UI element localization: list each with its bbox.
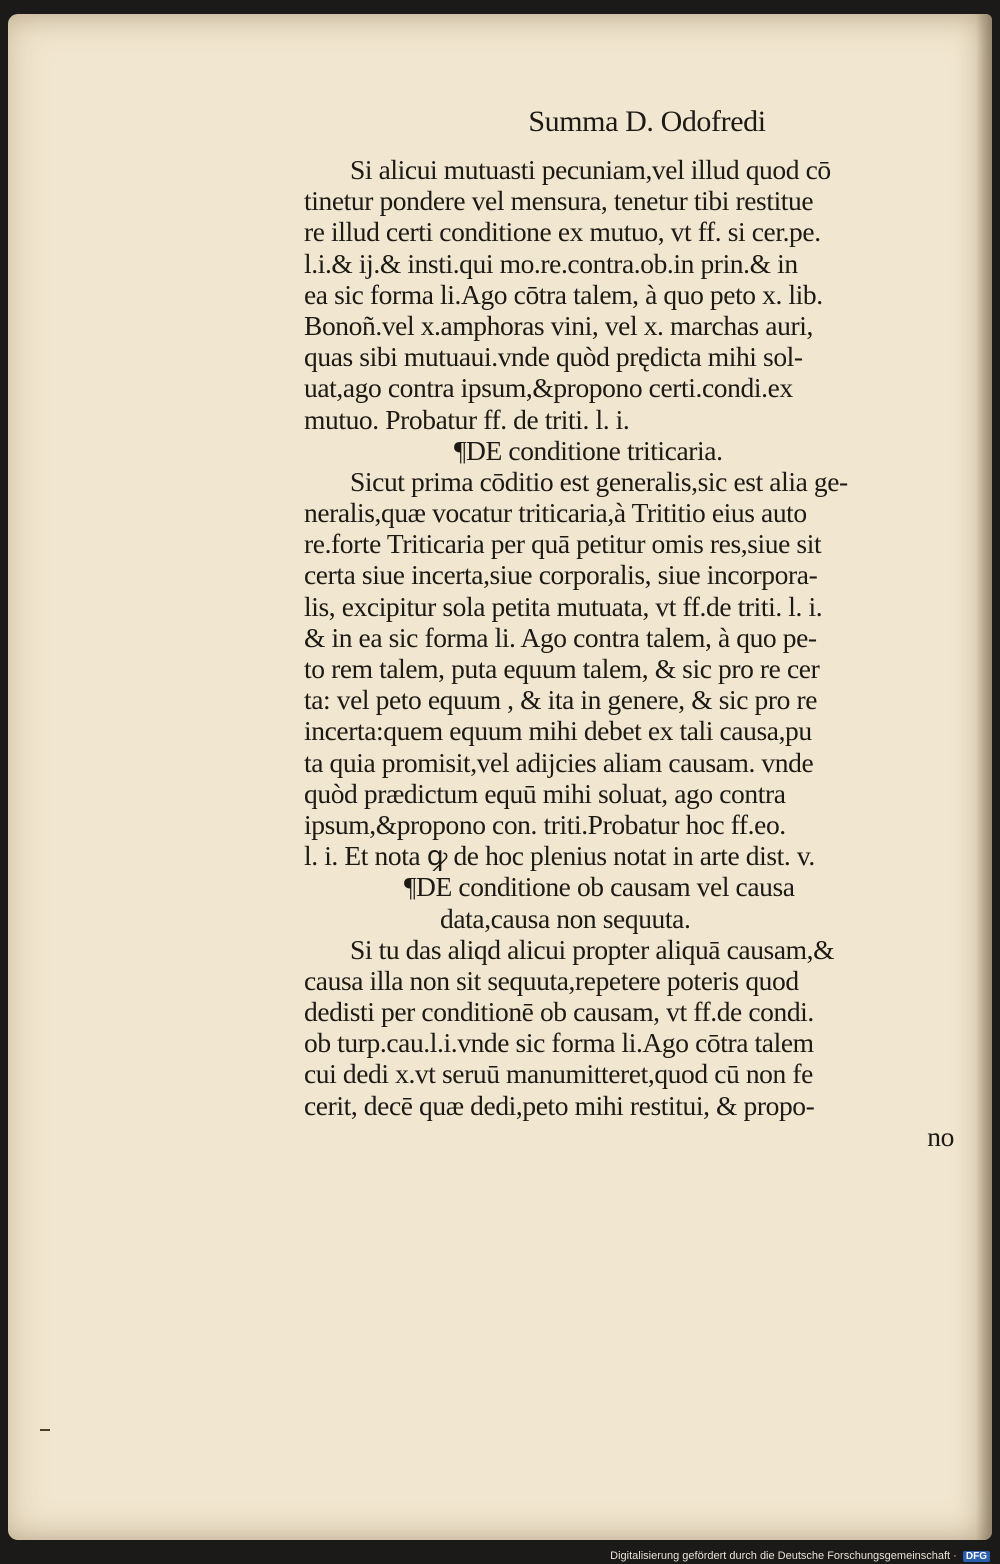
text-line: Si tu das aliqd alicui propter aliquā causam,& bbox=[350, 933, 835, 965]
running-head: Summa D. Odofredi bbox=[528, 105, 766, 138]
text-line: & in ea sic forma li. Ago contra talem, à quo pe- bbox=[304, 621, 817, 653]
catchword: no bbox=[927, 1120, 954, 1152]
text-block bbox=[304, 102, 960, 1152]
text-line: incerta:quem equum mihi debet ex tali causa,pu bbox=[304, 715, 812, 747]
text-line: cerit, decē quæ dedi,peto mihi restitui, & propo- bbox=[304, 1089, 815, 1121]
text-line: quòd prædictum equū mihi soluat, ago contra bbox=[304, 777, 786, 809]
text-line: tinetur pondere vel mensura, tenetur tibi restitue bbox=[304, 185, 814, 217]
text-line: ta: vel peto equum , & ita in genere, & sic pro re bbox=[304, 684, 818, 716]
text-line: to rem talem, puta equum talem, & sic pro re cer bbox=[304, 653, 820, 684]
text-line: Sicut prima cōditio est generalis,sic est alia ge- bbox=[350, 465, 848, 497]
text-line: certa siue incerta,siue corporalis, siue incorpora- bbox=[304, 559, 818, 591]
text-line: lis, excipitur sola petita mutuata, vt ff.de triti. l. i. bbox=[304, 590, 823, 622]
credit-text: Digitalisierung gefördert durch die Deutsche Forschungsgemeinschaft · bbox=[610, 1550, 957, 1562]
text-line: ta quia promisit,vel adijcies aliam causam. vnde bbox=[304, 746, 814, 778]
text-line: Bonoñ.vel x.amphoras vini, vel x. marchas auri, bbox=[304, 309, 813, 341]
text-line: ob turp.cau.l.i.vnde sic forma li.Ago cōtra talem bbox=[304, 1027, 814, 1059]
book-page bbox=[8, 14, 992, 1540]
text-line: l. i. Et nota ꝙ de hoc plenius notat in arte dist. v. bbox=[304, 840, 815, 872]
margin-mark bbox=[40, 1429, 50, 1431]
text-line: ea sic forma li.Ago cōtra talem, à quo peto x. lib. bbox=[304, 278, 823, 310]
text-line: mutuo. Probatur ff. de triti. l. i. bbox=[304, 403, 630, 435]
body-text bbox=[304, 154, 960, 1152]
text-line: dedisti per conditionē ob causam, vt ff.de condi. bbox=[304, 996, 814, 1028]
section-heading-line: ¶DE conditione triticaria. bbox=[454, 434, 723, 466]
text-line: re illud certi conditione ex mutuo, vt ff. si cer.pe. bbox=[304, 216, 821, 248]
text-line: l.i.& ij.& insti.qui mo.re.contra.ob.in prin.& in bbox=[304, 247, 798, 279]
text-line: ipsum,&propono con. triti.Probatur hoc ff.eo. bbox=[304, 808, 786, 840]
text-line: Si alicui mutuasti pecuniam,vel illud quod cō bbox=[350, 154, 831, 185]
section-heading-line: data,causa non sequuta. bbox=[440, 902, 691, 934]
page-gutter-shadow bbox=[976, 14, 992, 1540]
text-line: causa illa non sit sequuta,repetere poteris quod bbox=[304, 964, 799, 996]
footer-credit bbox=[610, 1550, 990, 1562]
text-line: re.forte Triticaria per quā petitur omis res,siue sit bbox=[304, 528, 822, 560]
text-line: quas sibi mutuaui.vnde quòd prędicta mihi sol- bbox=[304, 341, 803, 373]
section-heading-line: ¶DE conditione ob causam vel causa bbox=[404, 871, 795, 903]
text-line: neralis,quæ vocatur triticaria,à Trititio eius auto bbox=[304, 497, 807, 529]
text-line: cui dedi x.vt seruū manumitteret,quod cū non fe bbox=[304, 1058, 813, 1090]
text-line: uat,ago contra ipsum,&propono certi.condi.ex bbox=[304, 372, 793, 404]
dfg-logo-icon: DFG bbox=[963, 1551, 990, 1562]
